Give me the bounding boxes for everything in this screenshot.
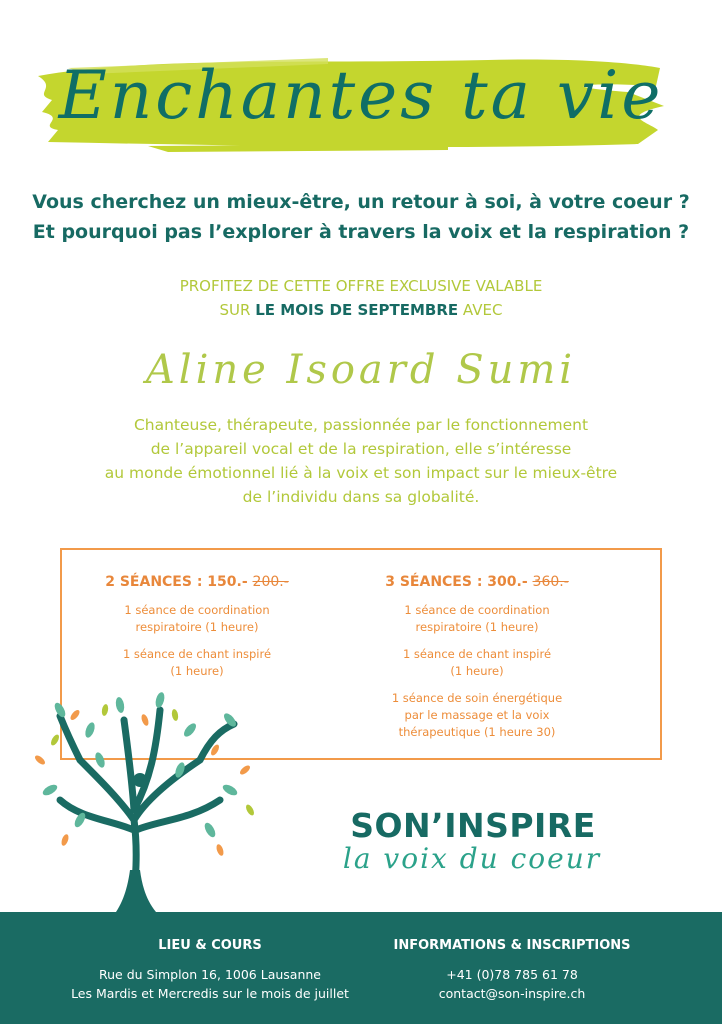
intro-text — [0, 187, 722, 247]
item-line: respiratoire (1 heure) — [415, 620, 539, 634]
footer-location — [60, 938, 360, 1003]
package-2-sessions — [62, 574, 332, 690]
item-line: thérapeutique (1 heure 30) — [398, 725, 556, 739]
item-line: respiratoire (1 heure) — [135, 620, 259, 634]
offer-line-2-post: AVEC — [458, 301, 503, 319]
item-line: (1 heure) — [170, 664, 224, 678]
footer-email[interactable]: contact@son-inspire.ch — [438, 986, 586, 1001]
package-price: 2 SÉANCES : 150.- — [105, 574, 253, 590]
package-item — [62, 646, 332, 680]
tree-logo-icon — [20, 680, 270, 930]
bio-line: Chanteuse, thérapeute, passionnée par le fonctionnement — [133, 416, 589, 434]
package-item — [342, 602, 612, 636]
item-line: 1 séance de chant inspiré — [402, 647, 552, 661]
footer-location-heading: LIEU & COURS — [158, 938, 262, 953]
bio-line: au monde émotionnel lié à la voix et son impact sur le mieux-être — [104, 464, 618, 482]
package-item — [342, 690, 612, 741]
package-3-sessions — [342, 574, 612, 751]
brand-name: SON’INSPIRE — [350, 806, 596, 845]
offer-line-2-pre: SUR — [219, 301, 256, 319]
package-item — [342, 646, 612, 680]
item-line: 1 séance de coordination — [124, 603, 270, 617]
item-line: 1 séance de soin énergétique — [391, 691, 563, 705]
offer-month: LE MOIS DE SEPTEMBRE — [255, 301, 459, 319]
package-price: 3 SÉANCES : 300.- — [385, 574, 533, 590]
person-bio — [0, 413, 722, 509]
footer-contact — [372, 938, 652, 1003]
offer-line-1: PROFITEZ DE CETTE OFFRE EXCLUSIVE VALABLE — [179, 277, 543, 295]
bio-line: de l’individu dans sa globalité. — [242, 488, 480, 506]
footer — [0, 912, 722, 1024]
footer-phone[interactable]: +41 (0)78 785 61 78 — [446, 967, 578, 982]
footer-contact-heading: INFORMATIONS & INSCRIPTIONS — [393, 938, 631, 953]
page-title: Enchantes ta vie — [58, 57, 664, 134]
footer-schedule: Les Mardis et Mercredis sur le mois de juillet — [71, 986, 349, 1001]
package-old-price: 360.- — [532, 574, 569, 590]
brand-tagline: la voix du coeur — [342, 842, 602, 875]
item-line: par le massage et la voix — [404, 708, 550, 722]
bio-line: de l’appareil vocal et de la respiration, elle s’intéresse — [150, 440, 572, 458]
item-line: 1 séance de chant inspiré — [122, 647, 272, 661]
package-old-price: 200.- — [252, 574, 289, 590]
package-item — [62, 602, 332, 636]
intro-line-1: Vous cherchez un mieux-être, un retour à soi, à votre coeur ? — [32, 191, 690, 213]
package-heading — [342, 574, 612, 590]
item-line: 1 séance de coordination — [404, 603, 550, 617]
item-line: (1 heure) — [450, 664, 504, 678]
footer-address: Rue du Simplon 16, 1006 Lausanne — [99, 967, 321, 982]
offer-line-2 — [0, 298, 722, 322]
person-name: Aline Isoard Sumi — [145, 347, 577, 393]
intro-line-2: Et pourquoi pas l’explorer à travers la voix et la respiration ? — [32, 221, 690, 243]
offer-text — [0, 274, 722, 322]
package-heading — [62, 574, 332, 590]
